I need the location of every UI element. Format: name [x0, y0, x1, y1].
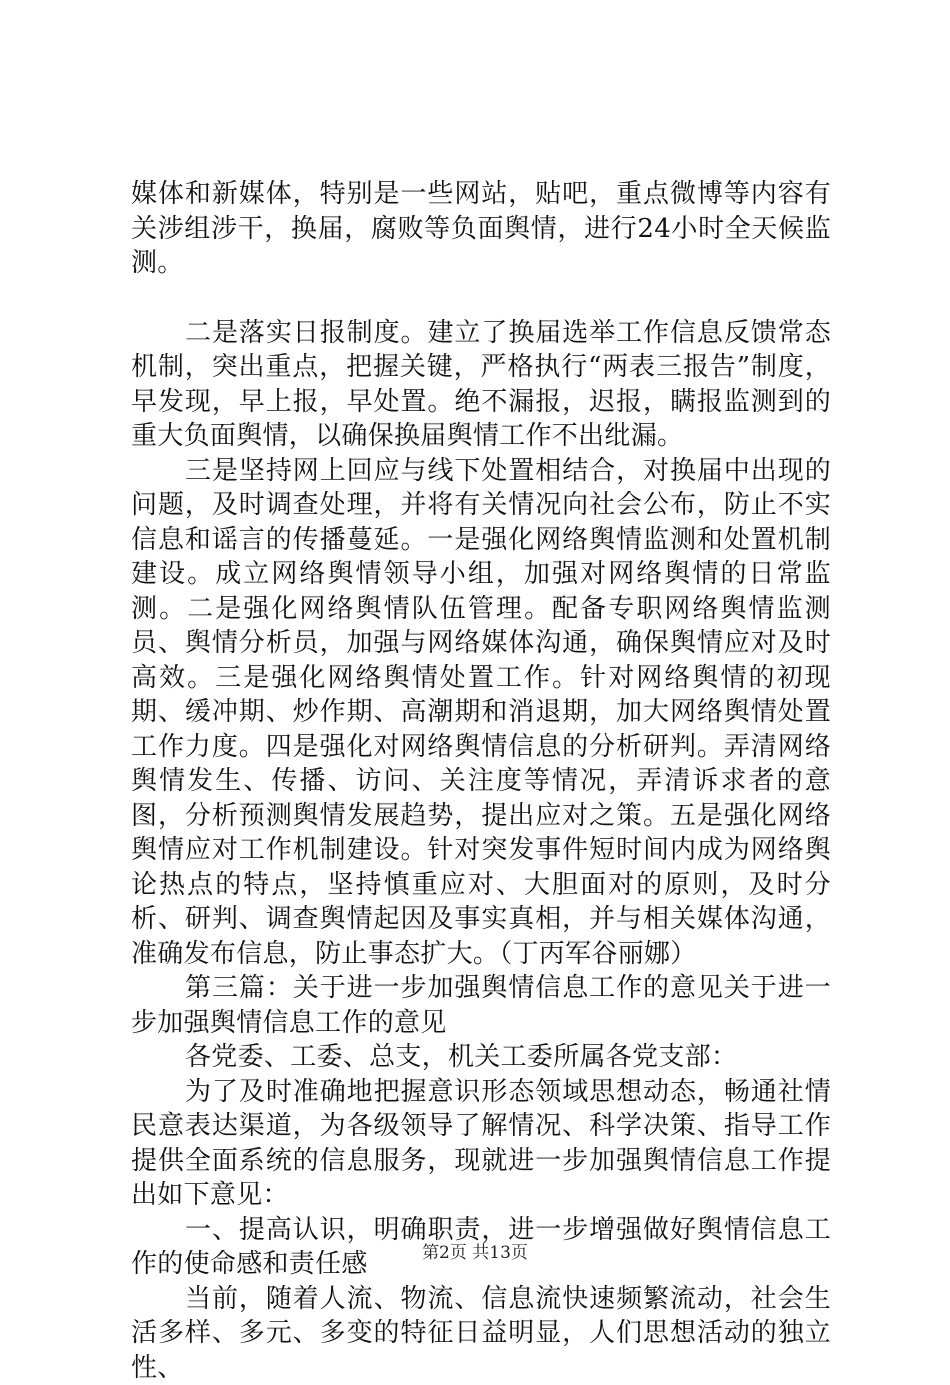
paragraph-purpose: 为了及时准确地把握意识形态领域思想动态，畅通社情民意表达渠道，为各级领导了解情况、科学决策、指导工作提供全面系统的信息服务，现就进一步加强舆情信息工作提出如下意见： [131, 1075, 831, 1213]
paragraph-media-monitoring: 媒体和新媒体，特别是一些网站，贴吧，重点微博等内容有关涉组涉干，换届，腐败等负面舆情，进行24小时全天候监测。 [131, 177, 831, 281]
section-title-part-three: 第三篇：关于进一步加强舆情信息工作的意见关于进一步加强舆情信息工作的意见 [131, 971, 831, 1040]
paragraph-current-situation: 当前，随着人流、物流、信息流快速频繁流动，社会生活多样、多元、多变的特征日益明显，人们思想活动的独立性、 [131, 1282, 831, 1385]
paragraph-online-offline: 三是坚持网上回应与线下处置相结合，对换届中出现的问题，及时调查处理，并将有关情况向社会公布，防止不实信息和谣言的传播蔓延。一是强化网络舆情监测和处置机制建设。成立网络舆情领导小组，加强对网络舆情的日常监测。二是强化网络舆情队伍管理。配备专职网络舆情监测员、舆情分析员，加强与网络媒体沟通，确保舆情应对及时高效。三是强化网络舆情处置工作。针对网络舆情的初现期、缓冲期、炒作期、高潮期和消退期，加大网络舆情处置工作力度。四是强化对网络舆情信息的分析研判。弄清网络舆情发生、传播、访问、关注度等情况，弄清诉求者的意图，分析预测舆情发展趋势，提出应对之策。五是强化网络舆情应对工作机制建设。针对突发事件短时间内成为网络舆论热点的特点，坚持慎重应对、大胆面对的原则，及时分析、研判、调查舆情起因及事实真相，并与相关媒体沟通，准确发布信息，防止事态扩大。（丁丙军谷丽娜） [131, 454, 831, 972]
salutation: 各党委、工委、总支，机关工委所属各党支部： [131, 1040, 831, 1075]
paragraph-daily-report: 二是落实日报制度。建立了换届选举工作信息反馈常态机制，突出重点，把握关键，严格执行“两表三报告”制度，早发现，早上报，早处置。绝不漏报，迟报，瞒报监测到的重大负面舆情，以确保换届舆情工作不出纰漏。 [131, 316, 831, 454]
heading-point-one: 一、提高认识，明确职责，进一步增强做好舆情信息工作的使命感和责任感 [131, 1213, 831, 1282]
page-number-footer: 第2页 共13页 [0, 1242, 950, 1264]
document-body [131, 177, 831, 1385]
